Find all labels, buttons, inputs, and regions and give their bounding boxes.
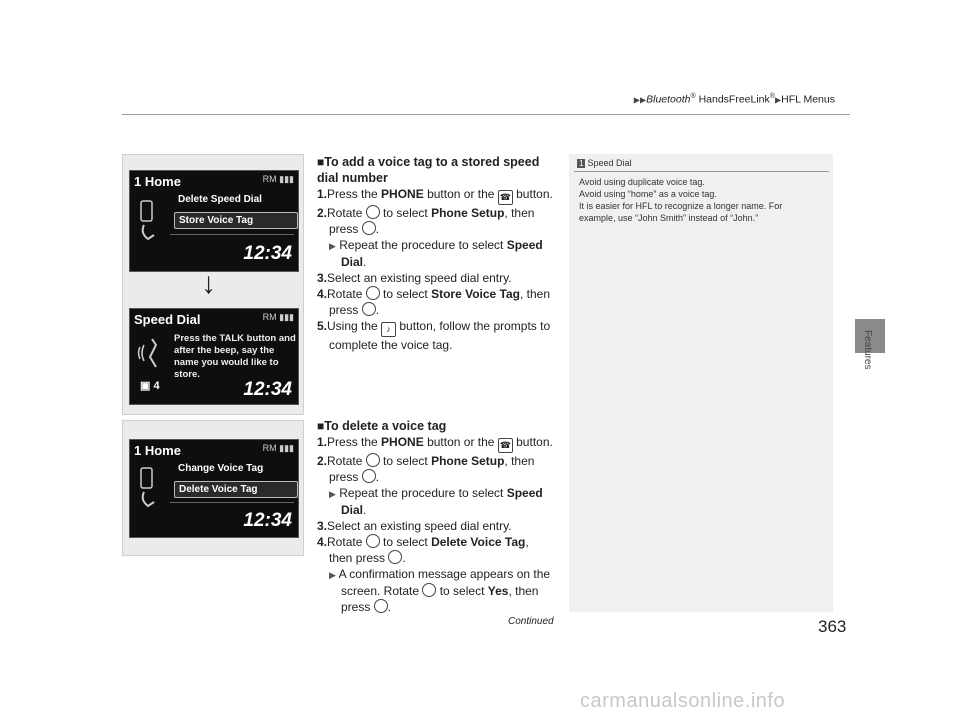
step-2-cont: press . [329, 222, 380, 236]
signal-status-icon: RM ▮▮▮ [262, 174, 294, 184]
step-2-cont: press . [329, 470, 380, 484]
step-4-cont: press . [329, 303, 380, 317]
step-5-cont: complete the voice tag. [329, 338, 453, 352]
speed-dial-slot: ▣ 4 [140, 380, 160, 392]
menu-item-delete-speed-dial: Delete Speed Dial [178, 194, 262, 205]
down-arrow-icon: ↓ [201, 267, 216, 300]
step-3: 3.Select an existing speed dial entry. [317, 519, 512, 533]
step-4: 4.Rotate to select Delete Voice Tag, [317, 535, 529, 549]
watermark: carmanualsonline.info [580, 690, 786, 712]
screen-clock: 12:34 [243, 379, 292, 400]
step-2-sub-cont: Dial. [341, 255, 367, 269]
screen-clock: 12:34 [243, 243, 292, 264]
press-knob-icon [362, 302, 376, 316]
note-line: Avoid using duplicate voice tag. [579, 177, 705, 187]
note-number-badge: 1 [579, 159, 584, 168]
note-line: It is easier for HFL to recognize a longer name. For [579, 201, 783, 211]
continued-label: Continued [508, 616, 554, 627]
step-2-sub: ▶ Repeat the procedure to select Speed [329, 238, 543, 252]
phone-handset-icon [138, 466, 164, 510]
menu-item-delete-voice-tag: Delete Voice Tag [174, 481, 298, 498]
screen-title: 1 Home [134, 174, 181, 189]
page-number: 363 [818, 617, 847, 636]
breadcrumb-hfl-menus: HFL Menus [781, 93, 835, 106]
signal-status-icon: RM ▮▮▮ [262, 443, 294, 453]
note-box-speed-dial [569, 154, 833, 612]
selector-knob-icon [366, 286, 380, 300]
note-rule [574, 171, 829, 172]
section-heading: ■To delete a voice tag [317, 419, 447, 433]
step-4-cont: then press . [329, 551, 406, 565]
phone-handset-icon [138, 199, 164, 243]
note-line: example, use “John Smith” instead of “John.” [579, 213, 759, 223]
screen-clock: 12:34 [243, 510, 292, 531]
screen-title: 1 Home [134, 443, 181, 458]
screen-title: Speed Dial [134, 312, 201, 327]
step-2: 2.Rotate to select Phone Setup, then [317, 206, 535, 220]
selector-knob-icon [366, 453, 380, 467]
section-delete-voice-tag [317, 418, 562, 615]
press-knob-icon [374, 599, 388, 613]
note-heading: 1 Speed Dial [579, 158, 632, 168]
breadcrumb-bluetooth: Bluetooth [646, 93, 691, 106]
screen-message: Press the TALK button and after the beep, say the name you would like to store. [174, 333, 296, 380]
header-rule [122, 114, 850, 115]
press-knob-icon [388, 550, 402, 564]
phone-icon: ☎ [498, 190, 513, 205]
selector-knob-icon [366, 205, 380, 219]
step-1: 1.Press the PHONE button or the ☎ button. [317, 434, 562, 453]
step-3: 3.Select an existing speed dial entry. [317, 271, 512, 285]
section-add-voice-tag [317, 154, 562, 353]
sub-arrow-icon: ▶ [329, 241, 336, 251]
note-line: Avoid using “home” as a voice tag. [579, 189, 717, 199]
selector-knob-icon [366, 534, 380, 548]
breadcrumb-handsfreelink: HandsFreeLink [695, 93, 770, 106]
screen-divider [170, 502, 294, 503]
screen-divider [170, 234, 294, 235]
note-body [579, 176, 827, 224]
step-2-sub-cont: Dial. [341, 503, 367, 517]
illustration-delete-voice-tag [122, 420, 304, 556]
chapter-label: Features [862, 330, 873, 370]
voice-prompt-icon [136, 337, 166, 377]
breadcrumb-arrow-icon: ▶ [774, 95, 782, 105]
step-4-sub-cont: screen. Rotate to select Yes, then [341, 584, 539, 598]
talk-icon: ♪ [381, 322, 396, 337]
menu-item-store-voice-tag: Store Voice Tag [174, 212, 298, 229]
step-1: 1.Press the PHONE button or the ☎ button. [317, 186, 562, 205]
display-screen-home [129, 439, 299, 538]
running-header [480, 93, 835, 106]
registered-mark: ® [769, 93, 775, 100]
sub-arrow-icon: ▶ [329, 570, 336, 580]
display-screen-speed-dial [129, 308, 299, 405]
selector-knob-icon [422, 583, 436, 597]
registered-mark: ® [690, 93, 696, 100]
display-screen-home [129, 170, 299, 272]
signal-status-icon: RM ▮▮▮ [262, 312, 294, 322]
breadcrumb-arrow-icon: ▶▶ [633, 95, 647, 105]
press-knob-icon [362, 221, 376, 235]
section-heading: ■To add a voice tag to a stored speed dial number [317, 155, 540, 185]
sub-arrow-icon: ▶ [329, 489, 336, 499]
phone-icon: ☎ [498, 438, 513, 453]
step-4-sub: ▶ A confirmation message appears on the [329, 567, 551, 581]
step-2: 2.Rotate to select Phone Setup, then [317, 454, 535, 468]
illustration-add-voice-tag [122, 154, 304, 415]
step-5: 5.Using the ♪ button, follow the prompts to [317, 318, 562, 337]
step-4-sub-cont2: press . [341, 600, 392, 614]
step-4: 4.Rotate to select Store Voice Tag, then [317, 287, 551, 301]
step-2-sub: ▶ Repeat the procedure to select Speed [329, 486, 543, 500]
menu-item-change-voice-tag: Change Voice Tag [178, 463, 264, 474]
press-knob-icon [362, 469, 376, 483]
